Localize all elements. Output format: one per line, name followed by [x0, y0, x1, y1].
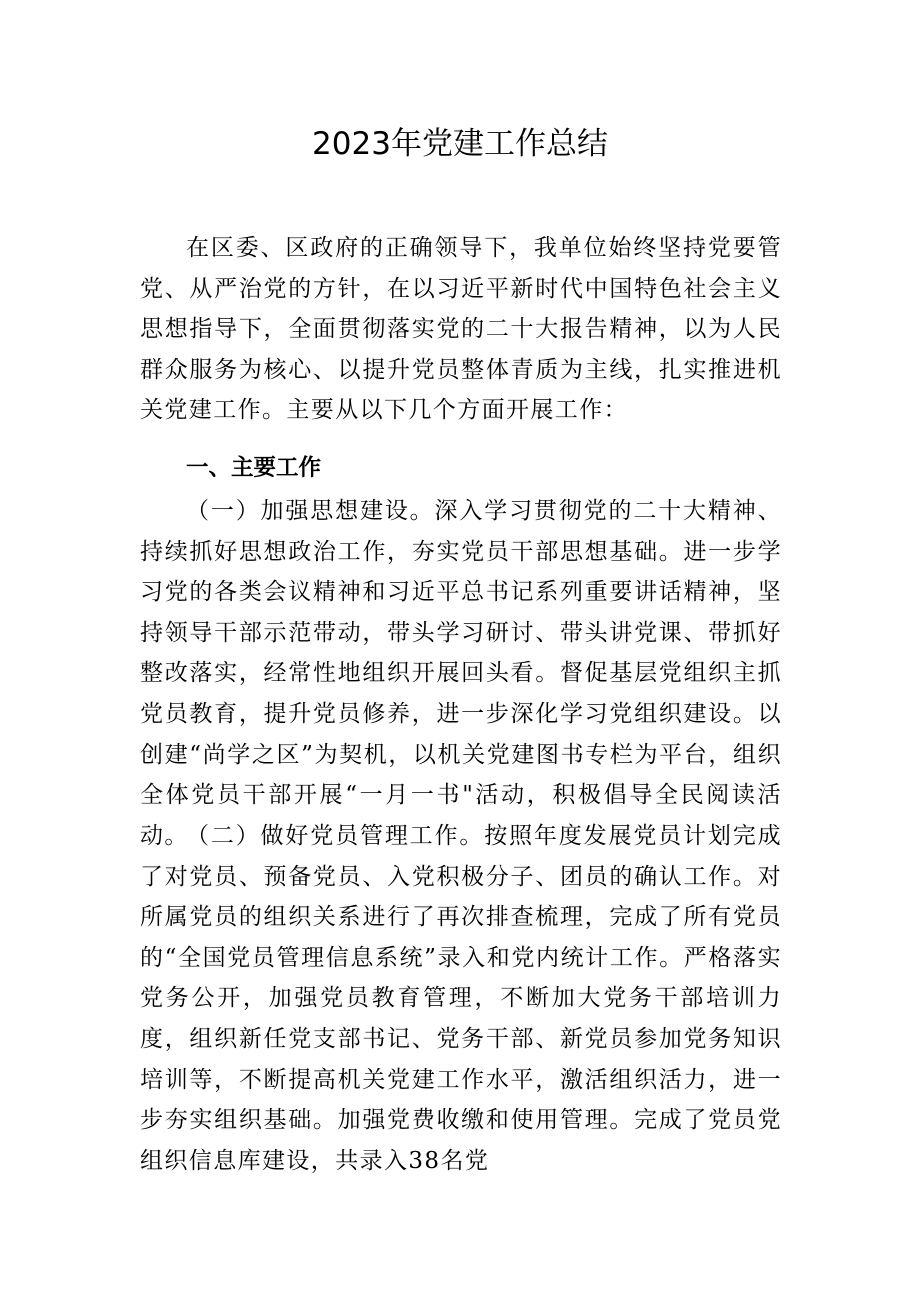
section-heading-main-work: 一、主要工作 — [186, 455, 322, 481]
intro-paragraph: 在区委、区政府的正确领导下，我单位始终坚持党要管党、从严治党的方针，在以习近平新时代中国特色社会主义思想指导下，全面贯彻落实党的二十大报告精神，以为人民群众服务为核心、以提升党员整体青质为主线，扎实推进机关党建工作。主要从以下几个方面开展工作： — [140, 235, 782, 424]
paragraph-ideological-building: （一）加强思想建设。深入学习贯彻党的二十大精神、持续抓好思想政治工作，夯实党员干部思想基础。进一步学习党的各类会议精神和习近平总书记系列重要讲话精神，坚持领导干部示范带动，带头学习研讨、带头讲党课、带抓好整改落实，经常性地组织开展回头看。督促基层党组织主抓党员教育，提升党员修养，进一步深化学习党组织建设。以创建“尚学之区”为契机，以机关党建图书专栏为平台，组织全体党员干部开展“一月一书"活动，积极倡导全民阅读活动。 — [140, 498, 782, 849]
document-title: 2023年党建工作总结 — [312, 126, 608, 162]
paragraph-member-management: （二）做好党员管理工作。按照年度发展党员计划完成了对党员、预备党员、入党积极分子、团员的确认工作。对所属党员的组织关系进行了再次排查梳理，完成了所有党员的“全国党员管理信息系统”录入和党内统计工作。严格落实党务公开，加强党员教育管理，不断加大党务干部培训力度，组织新任党支部书记、党务干部、新党员参加党务知识培训等，不断提高机关党建工作水平，激活组织活力，进一步夯实组织基础。加强党费收缴和使用管理。完成了党员党组织信息库建设，共录入38名党 — [140, 823, 782, 1174]
